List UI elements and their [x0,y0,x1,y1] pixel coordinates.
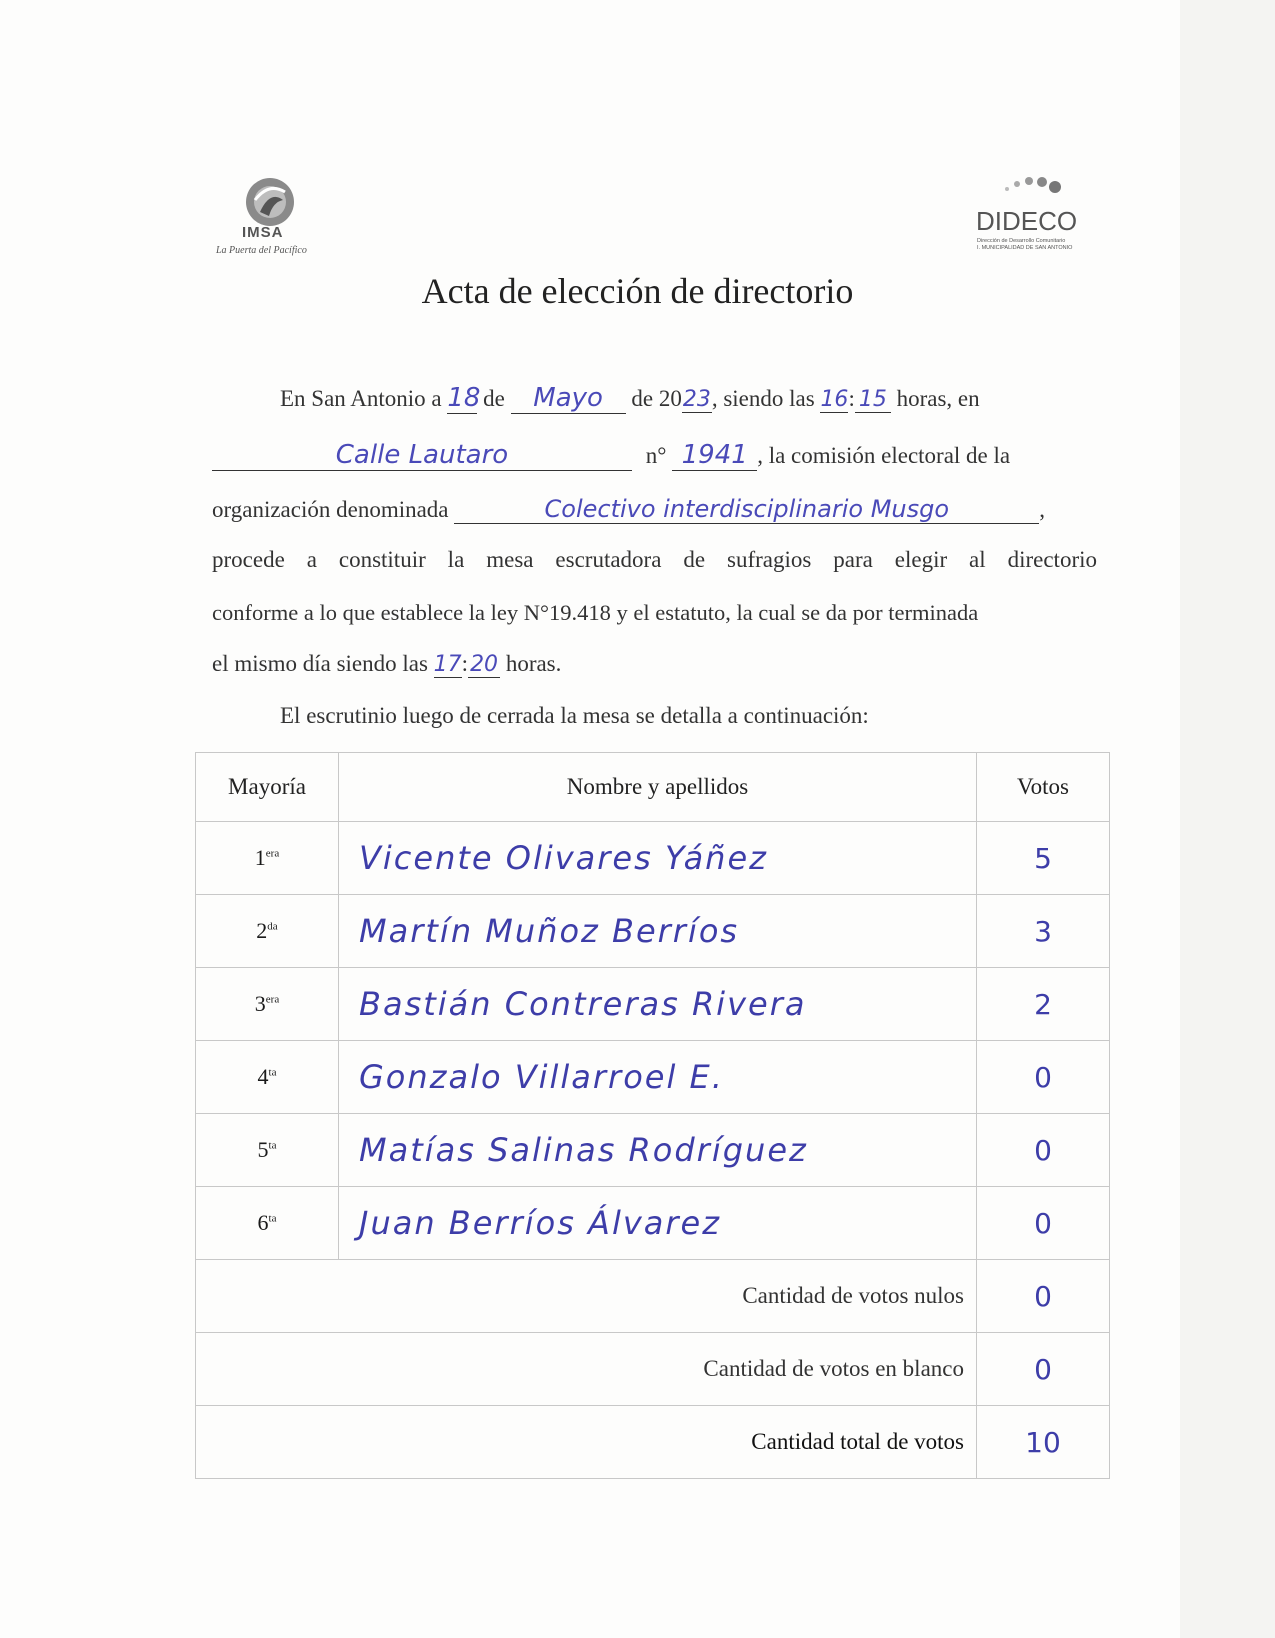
rank-cell [196,1114,339,1187]
dideco-subtitle-2: I. MUNICIPALIDAD DE SAN ANTONIO [977,245,1073,251]
rank-number: 2 [256,918,268,943]
null-votes-row [196,1260,1110,1333]
street-number-field: 1941 [672,440,757,471]
header-rank: Mayoría [196,753,339,822]
start-minute-field: 15 [855,387,891,413]
table-header-row [196,753,1110,822]
rank-suffix: ta [268,1066,277,1079]
null-votes-value: 0 [977,1260,1110,1333]
candidate-votes: 0 [977,1187,1110,1260]
table-row [196,1187,1110,1260]
text-segment: organización denominada [212,497,449,522]
rank-suffix: era [265,847,280,860]
end-hour-field: 17 [433,652,462,677]
text-segment: : [848,386,855,411]
candidate-votes: 0 [977,1041,1110,1114]
text-segment: de [483,386,505,411]
rank-cell [196,822,339,895]
candidate-votes: 0 [977,1114,1110,1187]
text-segment: , siendo las [711,386,815,411]
candidate-votes: 3 [977,895,1110,968]
table-row [196,1041,1110,1114]
text-segment: En San Antonio a [280,386,442,411]
rank-suffix: ta [268,1212,277,1225]
blank-votes-label: Cantidad de votos en blanco [196,1333,977,1406]
candidate-name: Martín Muñoz Berríos [339,895,977,968]
text-segment: de 20 [631,386,682,411]
candidate-votes: 2 [977,968,1110,1041]
day-field: 18 [447,383,481,413]
rank-number: 5 [257,1137,269,1162]
candidate-name: Bastián Contreras Rivera [339,968,977,1041]
rank-suffix: da [267,920,278,933]
imsa-logo-text: IMSA [242,224,284,241]
blank-votes-row [196,1333,1110,1406]
rank-cell [196,1187,339,1260]
candidate-name: Vicente Olivares Yáñez [339,822,977,895]
paragraph-line-1 [280,383,980,414]
rank-suffix: era [265,993,280,1006]
rank-number: 4 [257,1064,269,1089]
text-segment: horas, en [896,386,980,411]
start-hour-field: 16 [820,387,849,412]
candidate-name: Matías Salinas Rodríguez [339,1114,977,1187]
candidate-name: Gonzalo Villarroel E. [339,1041,977,1114]
rank-number: 3 [254,991,266,1016]
paragraph-line-6 [212,651,561,678]
document-title: Acta de elección de directorio [421,271,854,311]
imsa-tagline: La Puerta del Pacífico [216,245,307,256]
text-segment: , [1039,497,1046,522]
rank-cell [196,895,339,968]
candidate-name: Juan Berríos Álvarez [339,1187,977,1260]
null-votes-label: Cantidad de votos nulos [196,1260,977,1333]
rank-suffix: ta [268,1139,277,1152]
blank-votes-value: 0 [977,1333,1110,1406]
candidate-votes: 5 [977,822,1110,895]
dideco-logo-text: DIDECO [976,206,1078,236]
total-votes-value: 10 [977,1406,1110,1479]
street-field: Calle Lautaro [212,440,632,471]
total-votes-row [196,1406,1110,1479]
text-segment: horas. [505,651,562,676]
paragraph-line-4: procede a constituir la mesa escrutadora de sufragios para elegir al directorio [212,547,1097,572]
end-minute-field: 20 [470,652,499,677]
text-segment: el mismo día siendo las [212,651,428,676]
year-field: 23 [682,387,711,412]
results-intro: El escrutinio luego de cerrada la mesa se detalla a continuación: [280,703,869,728]
text-segment: , la comisión electoral de la [757,443,1011,468]
table-row [196,968,1110,1041]
table-row [196,895,1110,968]
text-segment: : [461,651,469,676]
scan-edge [1175,0,1275,1638]
dideco-subtitle-1: Dirección de Desarrollo Comunitario [977,238,1066,244]
text-segment: n° [645,443,667,468]
total-votes-label: Cantidad total de votos [196,1406,977,1479]
organization-field: Colectivo interdisciplinario Musgo [454,495,1039,524]
header-name: Nombre y apellidos [339,753,977,822]
rank-cell [196,1041,339,1114]
table-row [196,1114,1110,1187]
paragraph-line-5: conforme a lo que establece la ley N°19.418 y el estatuto, la cual se da por terminada [212,600,979,625]
table-row [196,822,1110,895]
rank-number: 1 [254,845,266,870]
month-field: Mayo [511,383,626,414]
header-votes: Votos [977,753,1110,822]
results-table [195,752,1110,1479]
paragraph-line-2 [212,440,1010,471]
paragraph-line-3 [212,495,1045,524]
rank-cell [196,968,339,1041]
rank-number: 6 [257,1210,269,1235]
